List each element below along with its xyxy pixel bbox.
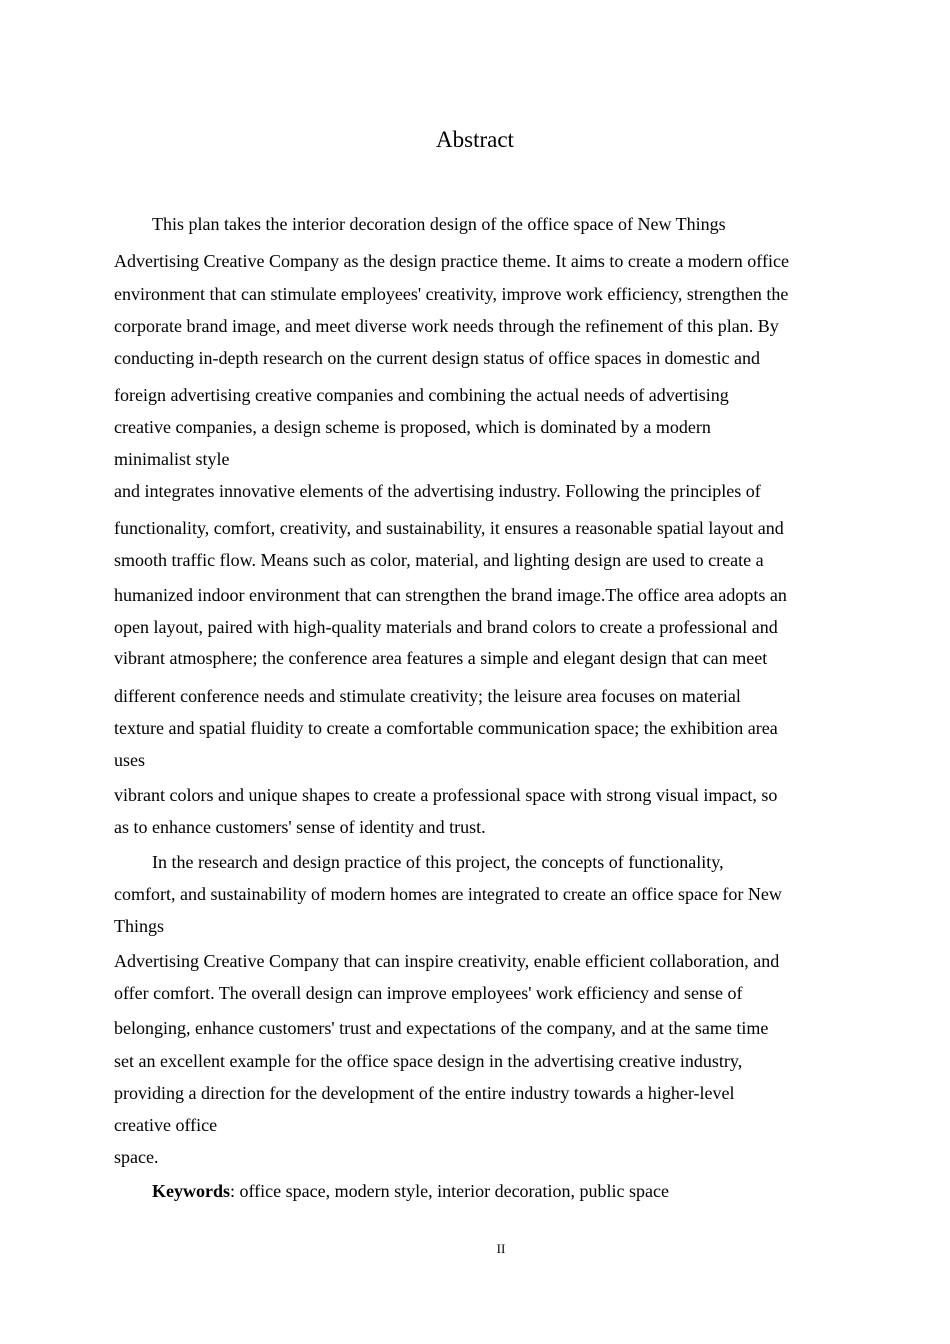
text-line: space.	[114, 1147, 159, 1167]
text-line: environment that can stimulate employees' creativity, improve work efficiency, strengthen the	[114, 284, 789, 304]
text-line: vibrant colors and unique shapes to create a professional space with strong visual impact, so	[114, 785, 778, 805]
keywords-text: : office space, modern style, interior decoration, public space	[230, 1181, 670, 1201]
text-line: This plan takes the interior decoration design of the office space of New Things	[152, 214, 726, 234]
text-line: humanized indoor environment that can strengthen the brand image.The office area adopts an	[114, 585, 787, 605]
text-line: In the research and design practice of this project, the concepts of functionality,	[152, 852, 724, 872]
text-line: set an excellent example for the office space design in the advertising creative industry,	[114, 1051, 743, 1071]
text-line: texture and spatial fluidity to create a comfortable communication space; the exhibition area	[114, 718, 778, 738]
text-line: comfort, and sustainability of modern homes are integrated to create an office space for New	[114, 884, 782, 904]
text-line: vibrant atmosphere; the conference area features a simple and elegant design that can meet	[114, 648, 768, 668]
keywords-label: Keywords	[152, 1181, 230, 1201]
text-line: smooth traffic flow. Means such as color, material, and lighting design are used to create a	[114, 550, 764, 570]
text-line: as to enhance customers' sense of identity and trust.	[114, 817, 486, 837]
text-line: Things	[114, 916, 165, 936]
text-line: conducting in-depth research on the current design status of office spaces in domestic and	[114, 348, 760, 368]
text-line: corporate brand image, and meet diverse work needs through the refinement of this plan. By	[114, 316, 779, 336]
text-line: open layout, paired with high-quality materials and brand colors to create a professional and	[114, 617, 778, 637]
text-line: Advertising Creative Company as the design practice theme. It aims to create a modern office	[114, 251, 789, 271]
text-line: functionality, comfort, creativity, and sustainability, it ensures a reasonable spatial layout and	[114, 518, 784, 538]
text-line: different conference needs and stimulate creativity; the leisure area focuses on material	[114, 686, 741, 706]
text-line: offer comfort. The overall design can improve employees' work efficiency and sense of	[114, 983, 743, 1003]
text-line: uses	[114, 750, 145, 770]
text-line: belonging, enhance customers' trust and expectations of the company, and at the same time	[114, 1018, 769, 1038]
text-line: creative companies, a design scheme is proposed, which is dominated by a modern	[114, 417, 711, 437]
text-line: providing a direction for the development of the entire industry towards a higher-level	[114, 1083, 735, 1103]
text-line: creative office	[114, 1115, 218, 1135]
text-line: Advertising Creative Company that can inspire creativity, enable efficient collaboration, and	[114, 951, 780, 971]
page-number: II	[496, 1241, 506, 1256]
text-line: foreign advertising creative companies and combining the actual needs of advertising	[114, 385, 729, 405]
text-line: minimalist style	[114, 449, 230, 469]
page-title: Abstract	[436, 127, 514, 152]
text-line: and integrates innovative elements of the advertising industry. Following the principles of	[114, 481, 761, 501]
keywords-line	[152, 1179, 669, 1203]
